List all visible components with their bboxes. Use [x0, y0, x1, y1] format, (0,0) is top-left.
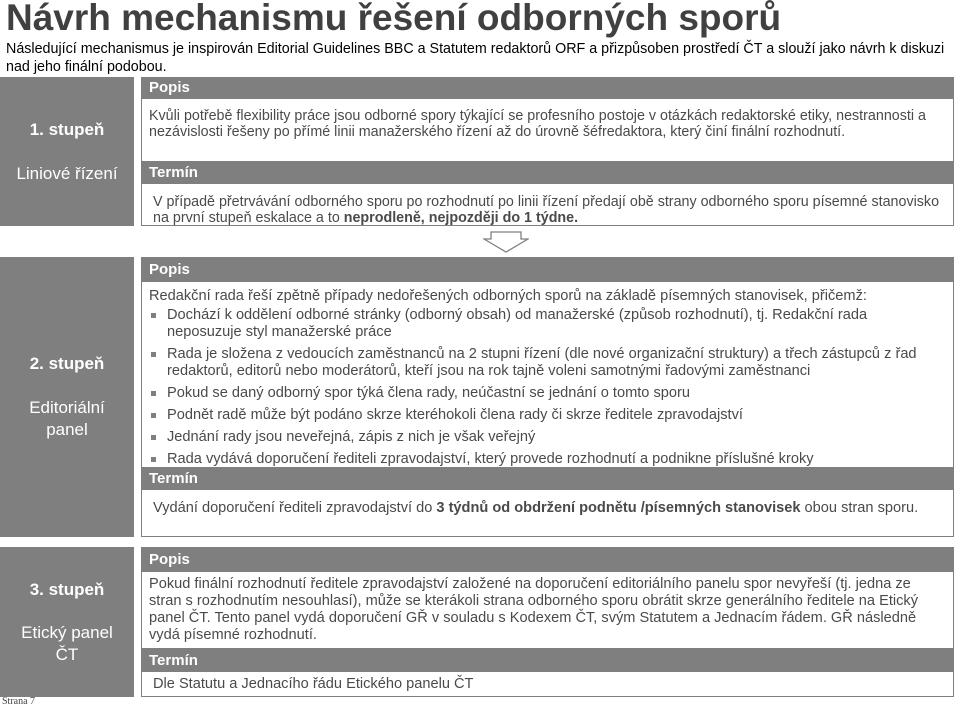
down-arrow-icon: [483, 231, 529, 253]
stage-2-panel: [141, 257, 954, 537]
stage-2-termin-header: Termín: [141, 468, 954, 490]
stage-2-name-line2: panel: [46, 420, 88, 439]
stage-1-name: Liniové řízení: [16, 164, 118, 183]
list-item: Jednání rady jsou neveřejná, zápis z nich je však veřejný: [167, 429, 943, 446]
stage-1-popis-body: [141, 99, 954, 162]
stage-3-panel: [141, 547, 954, 697]
stage-2-termin-deadline: 3 týdnů od obdržení podnětu /písemných stanovisek: [436, 500, 801, 516]
stage-2-termin-body: [141, 490, 954, 537]
stage-3-name-line2: ČT: [55, 645, 79, 664]
page-subtitle: Následující mechanismus je inspirován Editorial Guidelines BBC a Statutem redaktorů ORF a přizpůsoben prostředí ČT a slouží jako návrh k diskuzi nad jeho finální podobou.: [6, 41, 945, 75]
stage-1-panel: [141, 77, 954, 226]
list-item: Dochází k oddělení odborné stránky (odborný obsah) od manažerské (způsob rozhodnutí), tj. Redakční rada neposuzuje styl manažerské práce: [167, 307, 943, 341]
stage-2-number: 2. stupeň: [29, 354, 105, 373]
list-item: Rada je složena z vedoucích zaměstnanců na 2 stupni řízení (dle nové organizační struktury) a třech zástupců z řad redaktorů, editorů nebo moderátorů, kteří jsou na rok tajně voleni samotnými řadovými zaměstnanci: [167, 346, 943, 380]
stage-3-name-line1: Etický panel: [21, 623, 113, 642]
stage-2-label: [0, 257, 134, 537]
stage-3-termin-body: [141, 672, 954, 697]
stage-3-termin-text: Dle Statutu a Jednacího řádu Etického panelu ČT: [153, 676, 474, 692]
stage-3-termin-header: Termín: [141, 649, 954, 672]
stage-3-popis-text: Pokud finální rozhodnutí ředitele zpravodajství založené na doporučení editoriálního panelu spor nevyřeší (tj. jedna ze stran s rozhodnutím nesouhlasí), může se kterákoli strana odborného sporu obrátit skrze generálního ředitele na Etický panel ČT. Tento panel vydá doporučení GŘ v souladu s Kodexem ČT, svým Statutem a Jednacím řádem. GŘ následně vydá písemné rozhodnutí.: [149, 576, 919, 643]
stage-2-popis-body: [141, 282, 954, 468]
stage-3-label: [0, 547, 134, 697]
list-item: Pokud se daný odborný spor týká člena rady, neúčastní se jednání o tomto sporu: [167, 385, 943, 402]
stage-1-termin-text: V případě přetrvávání odborného sporu po rozhodnutí po linii řízení předají obě strany odborného sporu písemné stanovisko na první stupeň eskalace a to neprodleně, nejpozději do 1 týdne.: [153, 194, 940, 226]
stage-2-popis-intro: Redakční rada řeší zpětně případy nedořešených odborných sporů na základě písemných stanovisek, přičemž:: [149, 288, 867, 304]
stage-1-termin-header: Termín: [141, 162, 954, 184]
stage-3-popis-body: [141, 572, 954, 649]
list-item: Podnět radě může být podáno skrze kteréhokoli člena rady či skrze ředitele zpravodajství: [167, 407, 943, 424]
stage-1-popis-text: Kvůli potřebě flexibility práce jsou odborné spory týkající se profesního postoje v otázkách redaktorské etiky, nestrannosti a nezávislosti řešeny po přímé linii manažerského řízení až do úrovně šéfredaktora, který činí finální rozhodnutí.: [149, 108, 926, 140]
stage-1-termin-body: [141, 184, 954, 226]
page-title: Návrh mechanismu řešení odborných sporů: [6, 0, 782, 38]
stage-2-name-line1: Editoriální: [29, 398, 105, 417]
stage-2-termin-text: Vydání doporučení řediteli zpravodajství do 3 týdnů od obdržení podnětu /písemných stanovisek obou stran sporu.: [153, 500, 919, 516]
stage-3-popis-header: Popis: [141, 547, 954, 572]
stage-1-label: [0, 77, 134, 226]
stage-2-bullet-list: [149, 307, 943, 468]
stage-1-popis-header: Popis: [141, 77, 954, 99]
list-item: Rada vydává doporučení řediteli zpravodajství, který provede rozhodnutí a podnikne příslušné kroky: [167, 451, 943, 468]
page-number: Strana 7: [2, 696, 36, 707]
stage-3-number: 3. stupeň: [29, 580, 105, 599]
stage-1-number: 1. stupeň: [29, 120, 105, 139]
stage-1-termin-deadline: neprodleně, nejpozději do 1 týdne.: [343, 210, 579, 226]
stage-2-popis-header: Popis: [141, 257, 954, 282]
